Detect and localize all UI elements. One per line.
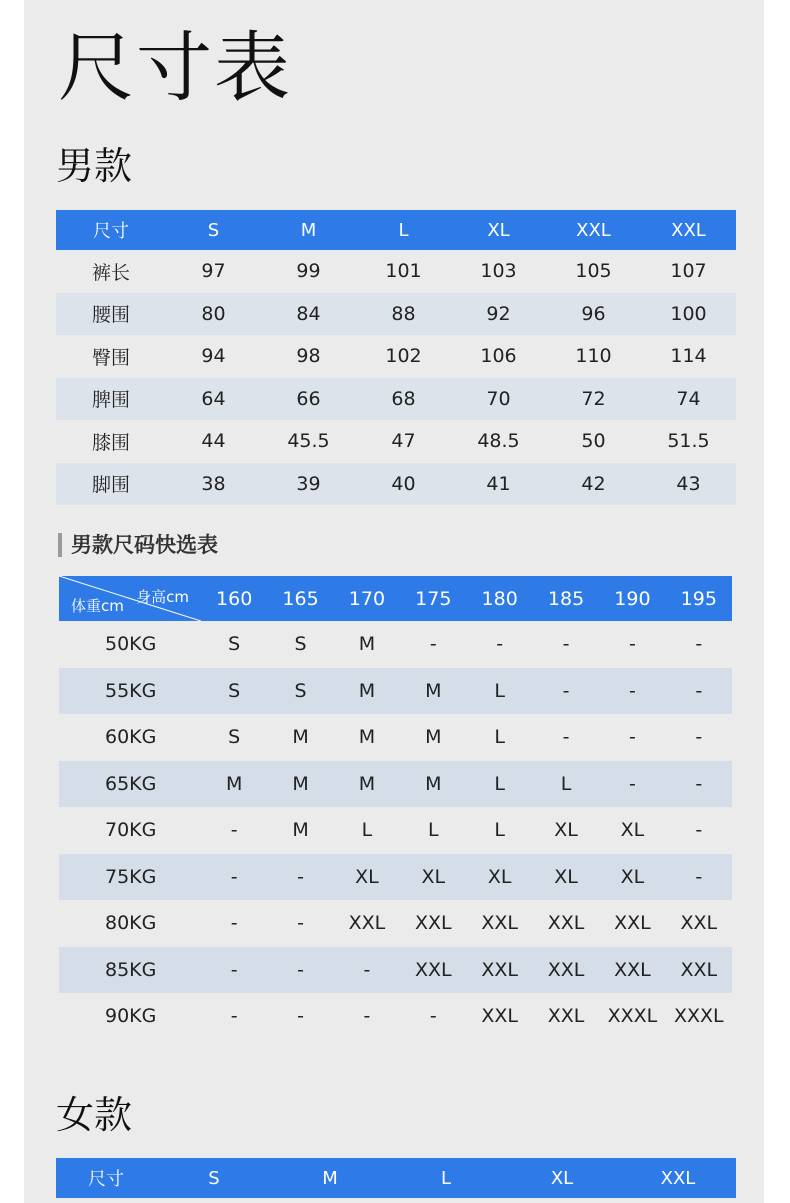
recommended-size: XL <box>533 854 599 901</box>
recommended-size: - <box>666 668 732 715</box>
measurement-label: 脚围 <box>56 463 166 506</box>
measurement-value: 38 <box>166 463 261 506</box>
recommended-size: XXL <box>467 993 533 1040</box>
measurement-value: 106 <box>451 335 546 378</box>
size-header-cell: XXL <box>641 210 736 250</box>
recommended-size: - <box>666 761 732 808</box>
female-size-table <box>56 1158 736 1198</box>
measurement-value: 66 <box>261 378 356 421</box>
measurement-value: 40 <box>356 463 451 506</box>
quick-select-row <box>59 761 732 808</box>
measurement-value: 98 <box>261 335 356 378</box>
recommended-size: - <box>467 621 533 668</box>
weight-label: 60KG <box>59 714 201 761</box>
recommended-size: - <box>666 621 732 668</box>
measurement-value: 103 <box>451 250 546 293</box>
male-size-header-row <box>56 210 736 250</box>
recommended-size: XXL <box>666 900 732 947</box>
quick-select-row <box>59 947 732 994</box>
recommended-size: - <box>201 807 267 854</box>
size-header-cell: XXL <box>620 1158 736 1198</box>
size-header-cell: XL <box>504 1158 620 1198</box>
recommended-size: M <box>334 621 400 668</box>
recommended-size: XXL <box>599 947 665 994</box>
page-title: 尺寸表 <box>58 23 292 112</box>
recommended-size: XXL <box>400 900 466 947</box>
recommended-size: M <box>334 668 400 715</box>
recommended-size: L <box>467 714 533 761</box>
weight-label: 75KG <box>59 854 201 901</box>
recommended-size: S <box>201 621 267 668</box>
recommended-size: - <box>666 807 732 854</box>
recommended-size: - <box>599 621 665 668</box>
recommended-size: - <box>533 621 599 668</box>
recommended-size: - <box>201 947 267 994</box>
measurement-value: 107 <box>641 250 736 293</box>
measurement-value: 48.5 <box>451 420 546 463</box>
size-header-label: 尺寸 <box>56 210 166 250</box>
quick-select-row <box>59 621 732 668</box>
recommended-size: M <box>400 668 466 715</box>
recommended-size: - <box>201 900 267 947</box>
recommended-size: M <box>267 761 333 808</box>
recommended-size: XL <box>400 854 466 901</box>
measurement-value: 72 <box>546 378 641 421</box>
recommended-size: - <box>599 761 665 808</box>
quick-select-row <box>59 807 732 854</box>
quick-select-table <box>59 576 732 1040</box>
corner-weight-label: 体重cm <box>71 597 124 615</box>
recommended-size: S <box>201 714 267 761</box>
recommended-size: - <box>666 854 732 901</box>
height-header-cell: 190 <box>599 576 665 621</box>
recommended-size: M <box>400 761 466 808</box>
recommended-size: L <box>533 761 599 808</box>
recommended-size: - <box>666 714 732 761</box>
measurement-value: 100 <box>641 293 736 336</box>
quick-select-title: 男款尺码快选表 <box>58 533 218 557</box>
quick-select-corner <box>59 576 201 621</box>
height-header-cell: 195 <box>666 576 732 621</box>
recommended-size: S <box>267 621 333 668</box>
measurement-label: 膝围 <box>56 420 166 463</box>
measurement-value: 74 <box>641 378 736 421</box>
recommended-size: XXL <box>533 947 599 994</box>
recommended-size: XL <box>599 807 665 854</box>
measurement-value: 99 <box>261 250 356 293</box>
measurement-value: 94 <box>166 335 261 378</box>
measurement-value: 88 <box>356 293 451 336</box>
measurement-value: 84 <box>261 293 356 336</box>
male-section-title: 男款 <box>56 144 133 188</box>
quick-select-row <box>59 714 732 761</box>
measurement-value: 105 <box>546 250 641 293</box>
size-table-row <box>56 335 736 378</box>
size-header-cell: M <box>261 210 356 250</box>
measurement-value: 101 <box>356 250 451 293</box>
recommended-size: - <box>533 714 599 761</box>
measurement-label: 脾围 <box>56 378 166 421</box>
recommended-size: XXL <box>400 947 466 994</box>
weight-label: 70KG <box>59 807 201 854</box>
measurement-value: 114 <box>641 335 736 378</box>
recommended-size: - <box>334 947 400 994</box>
recommended-size: L <box>467 761 533 808</box>
recommended-size: XL <box>467 854 533 901</box>
measurement-value: 43 <box>641 463 736 506</box>
measurement-value: 92 <box>451 293 546 336</box>
measurement-value: 39 <box>261 463 356 506</box>
recommended-size: M <box>334 714 400 761</box>
recommended-size: XXL <box>467 947 533 994</box>
measurement-value: 97 <box>166 250 261 293</box>
measurement-value: 50 <box>546 420 641 463</box>
recommended-size: XL <box>334 854 400 901</box>
size-header-cell: S <box>166 210 261 250</box>
measurement-value: 96 <box>546 293 641 336</box>
recommended-size: L <box>334 807 400 854</box>
quick-select-header-row <box>59 576 732 621</box>
measurement-value: 47 <box>356 420 451 463</box>
weight-label: 55KG <box>59 668 201 715</box>
recommended-size: XL <box>599 854 665 901</box>
measurement-value: 44 <box>166 420 261 463</box>
recommended-size: XXL <box>533 900 599 947</box>
recommended-size: - <box>599 714 665 761</box>
size-table-row <box>56 378 736 421</box>
recommended-size: XXL <box>599 900 665 947</box>
recommended-size: - <box>267 947 333 994</box>
recommended-size: XXXL <box>666 993 732 1040</box>
recommended-size: - <box>334 993 400 1040</box>
size-header-cell: L <box>388 1158 504 1198</box>
measurement-value: 45.5 <box>261 420 356 463</box>
recommended-size: S <box>267 668 333 715</box>
size-table-row <box>56 250 736 293</box>
size-header-cell: XL <box>451 210 546 250</box>
recommended-size: L <box>467 807 533 854</box>
weight-label: 65KG <box>59 761 201 808</box>
weight-label: 80KG <box>59 900 201 947</box>
size-table-row <box>56 463 736 506</box>
size-header-cell: XXL <box>546 210 641 250</box>
measurement-label: 裤长 <box>56 250 166 293</box>
recommended-size: M <box>267 714 333 761</box>
recommended-size: XXL <box>533 993 599 1040</box>
recommended-size: XXL <box>334 900 400 947</box>
height-header-cell: 165 <box>267 576 333 621</box>
measurement-value: 70 <box>451 378 546 421</box>
recommended-size: XL <box>533 807 599 854</box>
weight-label: 85KG <box>59 947 201 994</box>
recommended-size: S <box>201 668 267 715</box>
recommended-size: M <box>267 807 333 854</box>
corner-height-label: 身高cm <box>136 588 189 606</box>
recommended-size: - <box>267 900 333 947</box>
quick-select-row <box>59 668 732 715</box>
measurement-value: 64 <box>166 378 261 421</box>
recommended-size: XXL <box>666 947 732 994</box>
recommended-size: M <box>334 761 400 808</box>
quick-select-row <box>59 854 732 901</box>
height-header-cell: 170 <box>334 576 400 621</box>
female-section-title: 女款 <box>56 1093 133 1137</box>
measurement-value: 42 <box>546 463 641 506</box>
height-header-cell: 160 <box>201 576 267 621</box>
height-header-cell: 175 <box>400 576 466 621</box>
measurement-value: 110 <box>546 335 641 378</box>
measurement-value: 68 <box>356 378 451 421</box>
recommended-size: - <box>533 668 599 715</box>
recommended-size: - <box>201 854 267 901</box>
recommended-size: L <box>400 807 466 854</box>
measurement-label: 腰围 <box>56 293 166 336</box>
recommended-size: - <box>400 621 466 668</box>
recommended-size: - <box>267 854 333 901</box>
recommended-size: M <box>400 714 466 761</box>
recommended-size: L <box>467 668 533 715</box>
size-header-label: 尺寸 <box>56 1158 156 1198</box>
measurement-value: 51.5 <box>641 420 736 463</box>
size-table-row <box>56 420 736 463</box>
measurement-label: 臀围 <box>56 335 166 378</box>
weight-label: 50KG <box>59 621 201 668</box>
recommended-size: - <box>599 668 665 715</box>
size-header-cell: M <box>272 1158 388 1198</box>
recommended-size: M <box>201 761 267 808</box>
recommended-size: - <box>400 993 466 1040</box>
quick-select-row <box>59 900 732 947</box>
weight-label: 90KG <box>59 993 201 1040</box>
recommended-size: XXXL <box>599 993 665 1040</box>
measurement-value: 80 <box>166 293 261 336</box>
quick-select-row <box>59 993 732 1040</box>
size-header-cell: L <box>356 210 451 250</box>
measurement-value: 41 <box>451 463 546 506</box>
recommended-size: XXL <box>467 900 533 947</box>
male-size-table <box>56 210 736 505</box>
female-size-header-row <box>56 1158 736 1198</box>
size-table-row <box>56 293 736 336</box>
recommended-size: - <box>267 993 333 1040</box>
height-header-cell: 180 <box>467 576 533 621</box>
measurement-value: 102 <box>356 335 451 378</box>
height-header-cell: 185 <box>533 576 599 621</box>
size-header-cell: S <box>156 1158 272 1198</box>
recommended-size: - <box>201 993 267 1040</box>
